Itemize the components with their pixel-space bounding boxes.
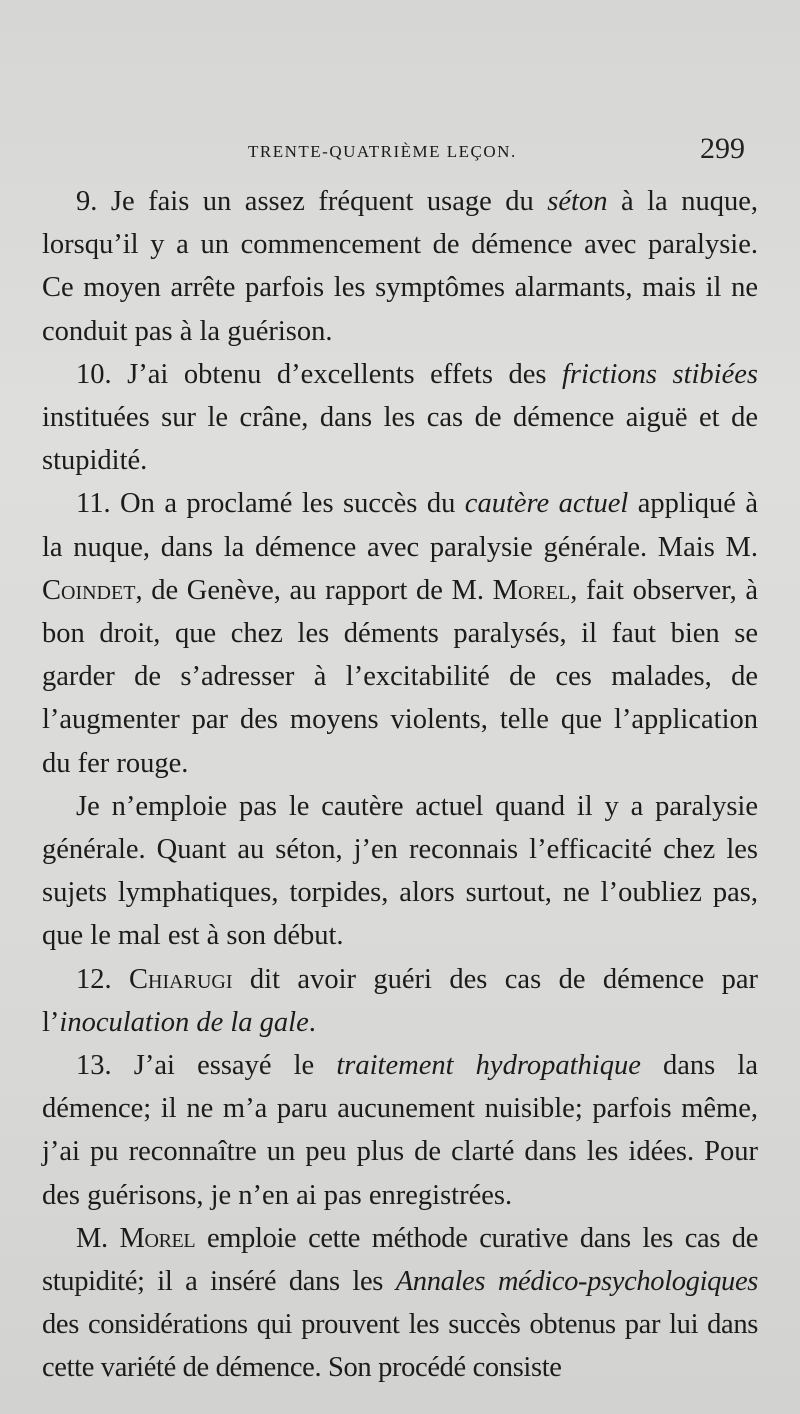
paragraph-9 xyxy=(42,180,758,353)
paragraph-11 xyxy=(42,482,758,784)
text-run: . xyxy=(308,1006,316,1038)
text-run: On a proclamé les succès du xyxy=(110,488,465,520)
text-run: , de Genève, au rapport de M. xyxy=(135,574,493,606)
paragraph-11-continued xyxy=(42,785,758,958)
text-run: instituées sur le crâne, dans les cas de démence aiguë et de stupidité. xyxy=(42,402,758,477)
text-run: Je fais un assez fréquent usage du xyxy=(97,186,548,217)
text-run: des considérations qui prouvent les succès obtenus par lui dans cette variété de démence. Son procédé consiste xyxy=(42,1309,758,1384)
text-run: J’ai obtenu d’excellents effets des xyxy=(111,358,562,390)
text-run: , fait observer, à bon droit, que chez les déments paralysés, il faut bien se garder de s’adresser à l’excitabilité de ces malades, de l’augmenter par des moyens violents, telle que l’application du fer rouge. xyxy=(42,574,758,779)
paragraph-13 xyxy=(42,1044,758,1217)
paragraph-number: 13. xyxy=(76,1050,112,1082)
paragraph-number: 10. xyxy=(76,358,112,390)
text-run: appliqué à la nuque, dans la démence avec paralysie générale. Mais M. xyxy=(42,488,758,563)
author-name: Morel xyxy=(119,1222,196,1254)
text-run: dit avoir guéri des cas de démence par l’ xyxy=(42,963,758,1038)
italic-term: traitement hydropathique xyxy=(336,1050,641,1082)
italic-term: inoculation de la gale xyxy=(59,1006,309,1038)
paragraph-10 xyxy=(42,353,758,483)
chapter-title: TRENTE-QUATRIÈME LEÇON. xyxy=(248,142,517,161)
paragraph-number: 12. xyxy=(76,963,112,995)
italic-term: frictions stibiées xyxy=(561,358,758,390)
author-name: Chiarugi xyxy=(111,963,233,995)
page-number: 299 xyxy=(700,132,745,165)
text-run: emploie cette méthode curative dans les cas de stupidité; il a inséré dans les xyxy=(42,1222,758,1298)
italic-term: cautère actuel xyxy=(464,488,629,520)
author-name: Coindet xyxy=(42,574,136,606)
author-name: Morel xyxy=(492,574,571,606)
paragraph-13-continued xyxy=(42,1217,758,1390)
text-run: dans la démence; il ne m’a paru aucunement nuisible; parfois même, j’ai pu reconnaître un peu plus de clarté dans les idées. Pour des guérisons, je n’en ai pas enregistrées. xyxy=(42,1050,758,1211)
text-run: J’ai essayé le xyxy=(111,1050,337,1082)
body-text xyxy=(42,180,758,1390)
text-run: Je n’emploie pas le cautère actuel quand il y a paralysie générale. Quant au séton, j’en reconnais l’efficacité chez les sujets lymphatiques, torpides, alors surtout, ne l’oubliez pas, que le mal est à son début. xyxy=(42,790,758,952)
text-run: à la nuque, lorsqu’il y a un commencement de démence avec paralysie. Ce moyen arrête parfois les symptômes alarmants, mais il ne conduit pas à la guérison. xyxy=(42,186,758,347)
running-header xyxy=(0,132,800,166)
italic-term: Annales médico-psychologiques xyxy=(395,1266,758,1298)
italic-term: séton xyxy=(547,186,608,217)
paragraph-number: 11. xyxy=(76,488,111,520)
text-run: M. xyxy=(76,1222,120,1254)
paragraph-number: 9. xyxy=(76,186,98,217)
paragraph-12 xyxy=(42,958,758,1044)
